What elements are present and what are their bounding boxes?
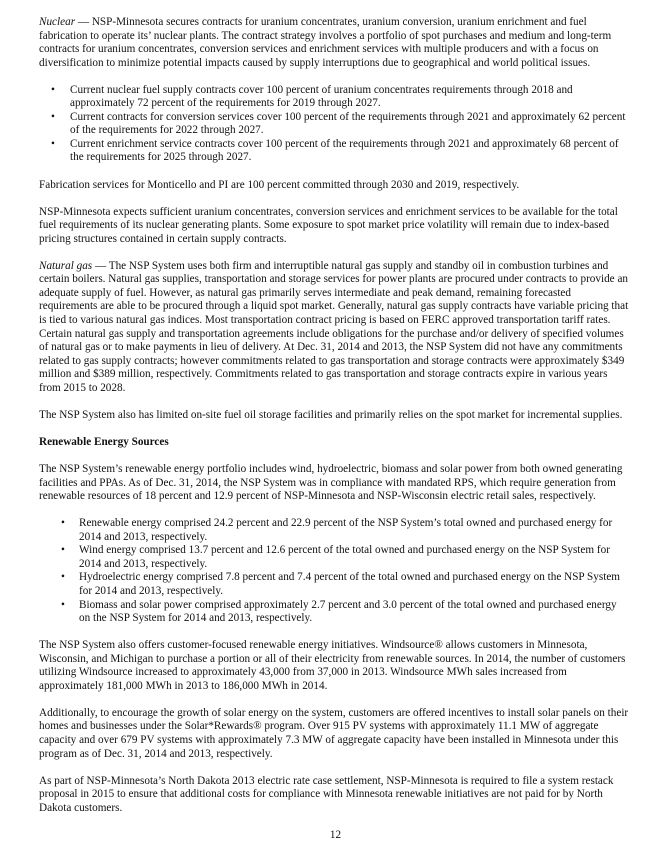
nuclear-supply-paragraph: NSP-Minnesota expects sufficient uranium concentrates, conversion services and enrichment services to be available for the total fuel requirements of its nuclear generating plants. Some exposure to spot market price volatility will remain due to index-based pricing structures contained in certain supply contracts. — [39, 205, 618, 245]
list-item — [39, 599, 629, 626]
natural-gas-label: Natural gas — [39, 259, 93, 272]
list-item-text: Wind energy comprised 13.7 percent and 12.6 percent of the total owned and purchased energy on the NSP System for 2014 and 2013, respectively. — [79, 544, 610, 570]
renewable-bullet-list — [39, 517, 629, 625]
list-item-text: Current contracts for conversion services cover 100 percent of the requirements through 2021 and approximately 62 percent of the requirements for 2022 through 2027. — [70, 110, 626, 137]
fabrication-paragraph: Fabrication services for Monticello and PI are 100 percent committed through 2030 and 2019, respectively. — [39, 178, 520, 191]
natural-gas-paragraph — [39, 260, 629, 395]
north-dakota-paragraph: As part of NSP-Minnesota’s North Dakota 2013 electric rate case settlement, NSP-Minnesota is required to file a system restack proposal in 2015 to ensure that additional costs for compliance with Minnesota renewable initiatives are not paid for by North Dakota customers. — [39, 774, 614, 814]
bullet-icon: • — [61, 544, 65, 557]
fuel-oil-paragraph: The NSP System also has limited on-site fuel oil storage facilities and primarily relies on the spot market for incremental supplies. — [39, 408, 623, 421]
list-item-text: Current nuclear fuel supply contracts cover 100 percent of uranium concentrates requirements through 2018 and approximately 72 percent of the requirements for 2019 through 2027. — [70, 83, 573, 110]
nuclear-bullet-list — [39, 84, 629, 165]
list-item-text: Hydroelectric energy comprised 7.8 percent and 7.4 percent of the total owned and purchased energy on the NSP System for 2014 and 2013, respectively. — [79, 571, 620, 597]
page-number: 12 — [329, 829, 342, 841]
bullet-icon: • — [51, 83, 55, 96]
list-item — [39, 571, 629, 598]
bullet-icon: • — [61, 517, 65, 530]
list-item — [39, 84, 629, 111]
list-item — [39, 544, 629, 571]
list-item-text: Renewable energy comprised 24.2 percent and 22.9 percent of the NSP System’s total owned and purchased energy for 2014 and 2013, respectively. — [79, 517, 613, 543]
list-item-text: Biomass and solar power comprised approximately 2.7 percent and 3.0 percent of the total owned and purchased energy on the NSP System for 2014 and 2013, respectively. — [79, 598, 617, 625]
list-item — [39, 111, 629, 138]
document-page — [39, 16, 629, 829]
list-item — [39, 517, 629, 544]
nuclear-paragraph — [39, 16, 629, 70]
bullet-icon: • — [61, 571, 65, 584]
list-item-text: Current enrichment service contracts cover 100 percent of the requirements through 2021 and approximately 68 percent of the requirements for 2025 through 2027. — [70, 137, 619, 164]
bullet-icon: • — [51, 110, 55, 123]
nuclear-intro-text: — NSP-Minnesota secures contracts for uranium concentrates, uranium conversion, uranium enrichment and fuel fabrication to operate its’ nuclear plants. The contract strategy involves a portfolio of spot purchases and medium and long-term contracts for uranium concentrates, conversion services and enrichment services with multiple producers and with a focus on diversification to minimize potential impacts caused by supply interruptions due to geographical and world political issues. — [39, 16, 612, 69]
bullet-icon: • — [61, 598, 65, 611]
renewable-intro-paragraph: The NSP System’s renewable energy portfolio includes wind, hydroelectric, biomass and solar power from both owned generating facilities and PPAs. As of Dec. 31, 2014, the NSP System was in compliance with mandated RPS, which require generation from renewable resources of 18 percent and 12.9 percent of NSP-Minnesota and NSP-Wisconsin electric retail sales, respectively. — [39, 463, 623, 503]
nuclear-label: Nuclear — [39, 16, 76, 28]
windsource-paragraph: The NSP System also offers customer-focused renewable energy initiatives. Windsource® allows customers in Minnesota, Wisconsin, and Michigan to purchase a portion or all of their electricity from renewable sources. In 2014, the number of customers utilizing Windsource increased to approximately 43,000 from 37,000 in 2013. Windsource MWh sales increased from approximately 181,000 MWh in 2013 to 186,000 MWh in 2014. — [39, 639, 626, 692]
natural-gas-body-text: — The NSP System uses both firm and interruptible natural gas supply and standby oil in combustion turbines and certain boilers. Natural gas supplies, transportation and storage services for power plants are procured under contracts to provide an adequate supply of fuel. However, as natural gas primarily serves intermediate and peak demand, remaining forecasted requirements are able to be procured through a liquid spot market. Generally, natural gas supply contracts have variable pricing that is tied to various natural gas indices. Most transportation contract pricing is based on FERC approved transportation tariff rates. Certain natural gas supply and transportation agreements include obligations for the purchase and/or delivery of specified volumes of natural gas or to make payments in lieu of delivery. At Dec. 31, 2014 and 2013, the NSP System did not have any commitments related to gas supply contracts; however commitments related to gas transportation and storage contracts were approximately $349 million and $389 million, respectively. Commitments related to gas transportation and storage contracts expire in various years from 2015 to 2028. — [39, 259, 629, 394]
bullet-icon: • — [51, 137, 55, 150]
solar-rewards-paragraph: Additionally, to encourage the growth of solar energy on the system, customers are offered incentives to install solar panels on their homes and businesses under the Solar*Rewards® program. Over 915 PV systems with approximately 11.1 MW of aggregate capacity and over 679 PV systems with approximately 7.3 MW of aggregate capacity have been installed in Minnesota under this program as of Dec. 31, 2014 and 2013, respectively. — [39, 706, 629, 760]
list-item — [39, 138, 629, 165]
section-heading-renewable: Renewable Energy Sources — [39, 435, 169, 448]
